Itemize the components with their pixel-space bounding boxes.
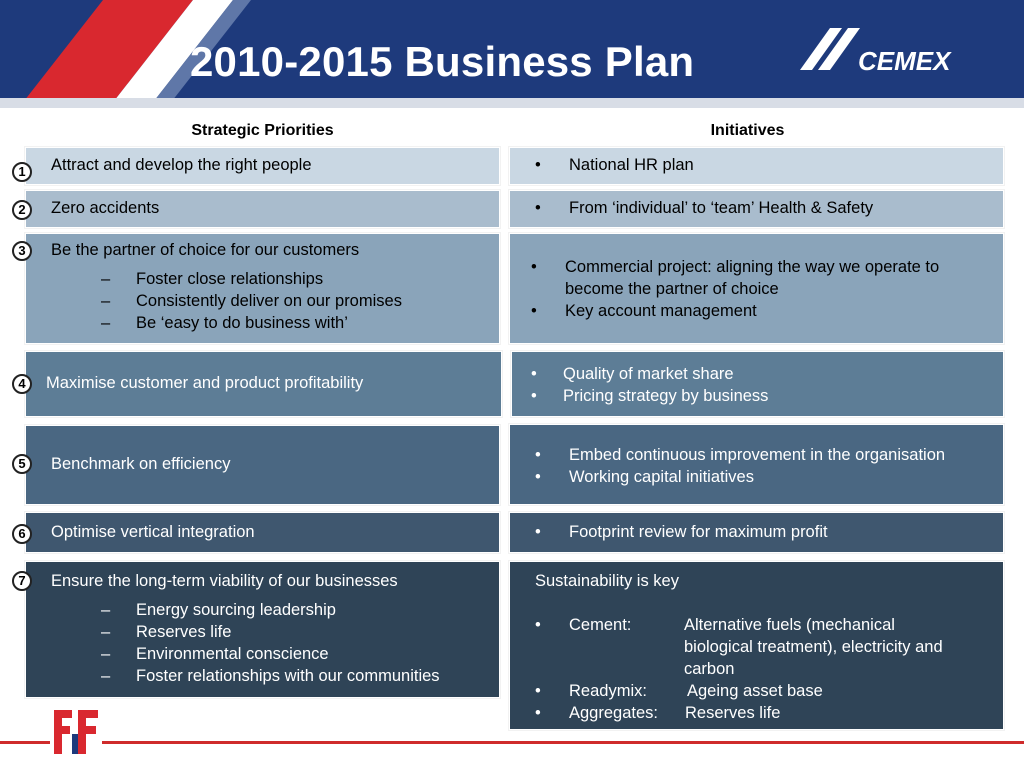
initiative-text: Key account management	[565, 302, 757, 320]
priority-text: Be the partner of choice for our customers	[51, 241, 360, 259]
initiative-text: Embed continuous improvement in the organisation	[569, 446, 946, 464]
initiative-text: Footprint review for maximum profit	[569, 523, 828, 541]
initiative-value: Alternative fuels (mechanical	[684, 616, 895, 634]
initiative-value-continued: carbon	[684, 660, 735, 678]
bullet-marker: •	[535, 446, 541, 464]
bullet-marker: •	[535, 704, 541, 722]
initiative-text: Commercial project: aligning the way we operate to	[565, 258, 940, 276]
initiative-value: Ageing asset base	[687, 682, 823, 700]
column-heading-initiatives: Initiatives	[710, 122, 785, 139]
initiative-label: Aggregates:	[569, 704, 658, 722]
initiative-text: Pricing strategy by business	[563, 387, 769, 405]
bullet-marker: •	[531, 258, 537, 276]
priority-number-badge: 5	[12, 454, 32, 474]
initiative-label: Cement:	[569, 616, 632, 634]
priority-text: Benchmark on efficiency	[51, 455, 231, 473]
bullet-marker: •	[535, 682, 541, 700]
priority-sub-item: Energy sourcing leadership	[136, 601, 336, 619]
initiative-value-continued: biological treatment), electricity and	[684, 638, 943, 656]
slide-title: 2010-2015 Business Plan	[190, 38, 695, 85]
priority-sub-item: Consistently deliver on our promises	[136, 292, 402, 310]
initiative-text: Quality of market share	[563, 365, 734, 383]
priority-number-badge: 7	[12, 571, 32, 591]
priority-sub-item: Foster relationships with our communities	[136, 667, 440, 685]
priority-number-badge: 4	[12, 374, 32, 394]
dash-marker: –	[101, 623, 111, 641]
dash-marker: –	[101, 314, 111, 332]
initiative-text: Working capital initiatives	[569, 468, 754, 486]
priority-number-badge: 2	[12, 200, 32, 220]
bullet-marker: •	[535, 199, 541, 217]
bullet-marker: •	[531, 302, 537, 320]
dash-marker: –	[101, 270, 111, 288]
initiative-text: National HR plan	[569, 156, 694, 174]
priority-sub-item: Environmental conscience	[136, 645, 329, 663]
dash-marker: –	[101, 601, 111, 619]
initiative-value: Reserves life	[685, 704, 781, 722]
slide-header	[0, 0, 1024, 108]
bullet-marker: •	[531, 365, 537, 383]
bullet-marker: •	[535, 468, 541, 486]
initiatives-heading: Sustainability is key	[535, 572, 679, 590]
priority-text: Ensure the long-term viability of our businesses	[51, 572, 398, 590]
dash-marker: –	[101, 667, 111, 685]
footer-logo-icon	[50, 704, 102, 760]
priority-sub-item: Foster close relationships	[136, 270, 324, 288]
dash-marker: –	[101, 645, 111, 663]
bullet-marker: •	[535, 523, 541, 541]
priority-number-badge: 1	[12, 162, 32, 182]
priority-text: Optimise vertical integration	[51, 523, 255, 541]
logo-text: CEMEX	[858, 46, 951, 76]
priority-number-badge: 3	[12, 241, 32, 261]
initiative-label: Readymix:	[569, 682, 647, 700]
bullet-marker: •	[535, 616, 541, 634]
header-bottom-band	[0, 98, 1024, 108]
dash-marker: –	[101, 292, 111, 310]
priority-number-badge: 6	[12, 524, 32, 544]
priority-sub-item: Reserves life	[136, 623, 232, 641]
bullet-marker: •	[531, 387, 537, 405]
priority-text: Zero accidents	[51, 199, 160, 217]
bullet-marker: •	[535, 156, 541, 174]
initiative-text-continued: become the partner of choice	[565, 280, 779, 298]
cemex-logo	[800, 28, 975, 78]
column-heading-strategic-priorities: Strategic Priorities	[191, 122, 334, 139]
priority-text: Maximise customer and product profitability	[46, 374, 364, 392]
footer-red-line	[0, 741, 1024, 744]
priority-text: Attract and develop the right people	[51, 156, 312, 174]
initiative-text: From ‘individual’ to ‘team’ Health & Safety	[569, 199, 874, 217]
priority-sub-item: Be ‘easy to do business with’	[136, 314, 348, 332]
